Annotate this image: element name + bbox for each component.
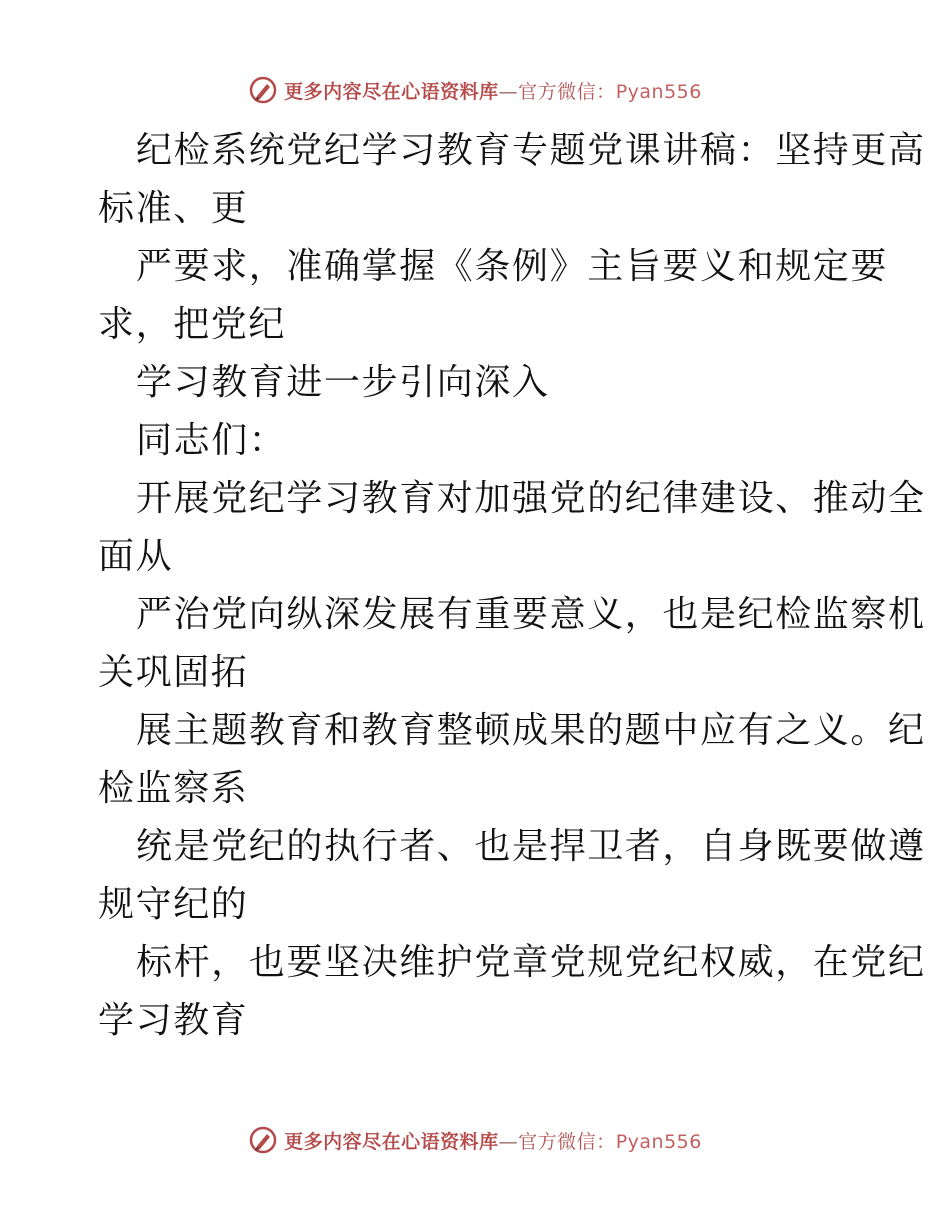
text-line: 严要求，准确掌握《条例》主旨要义和规定要 — [136, 246, 889, 287]
text-line: 纪检系统党纪学习教育专题党课讲稿：坚持更高 — [136, 130, 926, 171]
pen-logo-icon — [248, 75, 278, 105]
text-line: 求，把党纪 — [98, 304, 287, 345]
text-line: 学习教育 — [98, 1000, 249, 1041]
watermark-main-text: 更多内容尽在心语资料库 — [284, 80, 499, 103]
watermark-wechat-label: 官方微信： — [518, 1130, 616, 1153]
watermark-separator: — — [498, 1130, 519, 1153]
watermark-separator: — — [498, 80, 519, 103]
text-line: 面从 — [98, 536, 174, 577]
footer-watermark — [0, 1122, 950, 1158]
document-body — [98, 122, 926, 1050]
text-line: 展主题教育和教育整顿成果的题中应有之义。纪 — [136, 710, 926, 751]
text-line: 标准、更 — [98, 188, 249, 229]
text-line: 严治党向纵深发展有重要意义，也是纪检监察机 — [136, 594, 926, 635]
text-line: 标杆，也要坚决维护党章党规党纪权威，在党纪 — [136, 942, 926, 983]
header-watermark — [0, 72, 950, 108]
text-line: 检监察系 — [98, 768, 249, 809]
watermark-wechat-label: 官方微信： — [518, 80, 616, 103]
watermark-main-text: 更多内容尽在心语资料库 — [284, 1130, 499, 1153]
text-line: 同志们： — [136, 420, 287, 461]
text-line: 开展党纪学习教育对加强党的纪律建设、推动全 — [136, 478, 926, 519]
text-line: 规守纪的 — [98, 884, 249, 925]
pen-logo-icon — [248, 1125, 278, 1155]
text-line: 统是党纪的执行者、也是捍卫者，自身既要做遵 — [136, 826, 926, 867]
text-line: 关巩固拓 — [98, 652, 249, 693]
watermark-wechat-id: Pyan556 — [615, 80, 702, 103]
watermark-wechat-id: Pyan556 — [615, 1130, 702, 1153]
text-line: 学习教育进一步引向深入 — [136, 362, 550, 403]
